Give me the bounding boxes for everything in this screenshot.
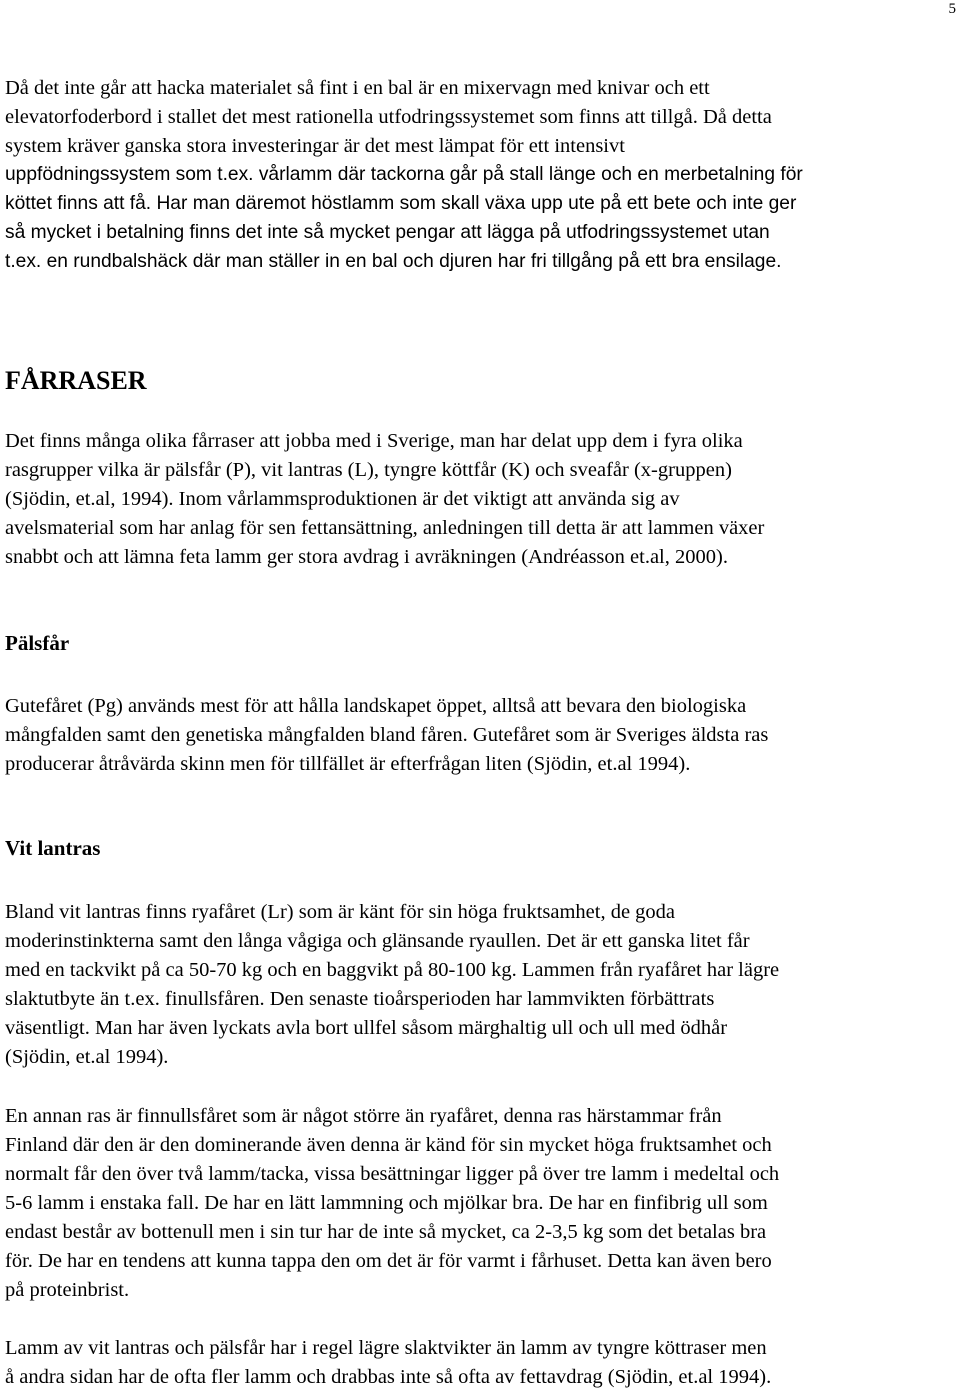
text-line: 5-6 lamm i enstaka fall. De har en lätt lammning och mjölkar bra. De har en finfibrig ull som xyxy=(5,1192,768,1214)
text-line: så mycket i betalning finns det inte så mycket pengar att lägga på utfodringssystemet utan xyxy=(5,222,770,243)
text-line: å andra sidan har de ofta fler lamm och drabbas inte så ofta av fettavdrag (Sjödin, et.al 1994). xyxy=(5,1366,772,1388)
text-line: slaktutbyte än t.ex. finullsfåren. Den senaste tioårsperioden har lammvikten förbättrats xyxy=(5,988,715,1010)
section-heading-farraser: FÅRRASER xyxy=(5,366,147,395)
text-line: Då det inte går att hacka materialet så fint i en bal är en mixervagn med knivar och ett xyxy=(5,77,710,99)
text-line: avelsmaterial som har anlag för sen fettansättning, anledningen till detta är att lammen växer xyxy=(5,517,765,539)
page-number: 5 xyxy=(948,1,956,17)
text-line: Bland vit lantras finns ryafåret (Lr) som är känt för sin höga fruktsamhet, de goda xyxy=(5,901,676,923)
text-line: rasgrupper vilka är pälsfår (P), vit lantras (L), tyngre köttfår (K) och sveafår (x-gruppen) xyxy=(5,459,732,481)
text-line: för. De har en tendens att kunna tappa den om det är för varmt i fårhuset. Detta kan även bero xyxy=(5,1250,772,1272)
text-line: normalt får den över två lamm/tacka, vissa besättningar ligger på över tre lamm i medeltal och xyxy=(5,1163,780,1185)
text-line: på proteinbrist. xyxy=(5,1279,130,1301)
text-line: elevatorfoderbord i stallet det mest rationella utfodringssystemet som finns att tillgå. Då detta xyxy=(5,106,772,128)
section-heading-vit-lantras: Vit lantras xyxy=(5,836,101,860)
text-line: väsentligt. Man har även lyckats avla bort ullfel såsom märghaltig ull och ull med ödhår xyxy=(5,1017,728,1039)
text-line: köttet finns att få. Har man däremot höstlamm som skall växa upp ute på ett bete och inte ger xyxy=(5,193,797,214)
text-line: Gutefåret (Pg) används mest för att hålla landskapet öppet, alltså att bevara den biologiska xyxy=(5,695,747,717)
text-line: endast består av bottenull men i sin tur har de inte så mycket, ca 2-3,5 kg som det betalas bra xyxy=(5,1221,767,1243)
text-line: Lamm av vit lantras och pälsfår har i regel lägre slaktvikter än lamm av tyngre köttraser men xyxy=(5,1337,767,1359)
section-heading-palsfar: Pälsfår xyxy=(5,631,70,655)
text-line: Det finns många olika fårraser att jobba med i Sverige, man har delat upp dem i fyra olika xyxy=(5,430,743,452)
text-line: moderinstinkterna samt den långa vågiga och glänsande ryaullen. Det är ett ganska litet får xyxy=(5,930,750,952)
text-line: t.ex. en rundbalshäck där man ställer in en bal och djuren har fri tillgång på ett bra ensilage. xyxy=(5,251,782,272)
text-line: system kräver ganska stora investeringar är det mest lämpat för ett intensivt xyxy=(5,135,625,157)
text-line: uppfödningssystem som t.ex. vårlamm där tackorna går på stall länge och en merbetalning för xyxy=(5,164,803,185)
text-line: En annan ras är finnullsfåret som är något större än ryafåret, denna ras härstammar från xyxy=(5,1105,722,1127)
text-line: (Sjödin, et.al 1994). xyxy=(5,1046,169,1068)
text-line: snabbt och att lämna feta lamm ger stora avdrag i avräkningen (Andréasson et.al, 2000). xyxy=(5,546,728,568)
text-line: mångfalden samt den genetiska mångfalden bland fåren. Gutefåret som är Sveriges äldsta ras xyxy=(5,724,769,746)
text-line: med en tackvikt på ca 50-70 kg och en baggvikt på 80-100 kg. Lammen från ryafåret har lägre xyxy=(5,959,780,981)
text-line: Finland där den är den dominerande även denna är känd för sin mycket höga fruktsamhet och xyxy=(5,1134,772,1156)
text-line: (Sjödin, et.al, 1994). Inom vårlammsproduktionen är det viktigt att använda sig av xyxy=(5,488,680,510)
text-line: producerar åtråvärda skinn men för tillfället är efterfrågan liten (Sjödin, et.al 1994). xyxy=(5,753,691,775)
